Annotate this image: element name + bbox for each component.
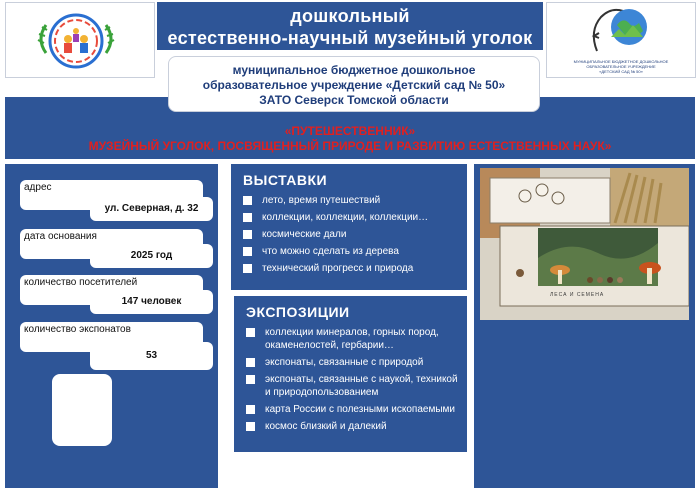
checkbox-icon	[243, 196, 252, 205]
title-line-2: естественно-научный музейный уголок	[167, 28, 533, 48]
exhibitions-panel	[231, 164, 467, 290]
exhibition-item: космические дали	[243, 228, 467, 241]
checkbox-icon	[243, 230, 252, 239]
exposition-item: экспонаты, связанные с природой	[246, 356, 459, 369]
exhibitions-heading: ВЫСТАВКИ	[243, 172, 328, 188]
title-band	[157, 2, 543, 50]
checkbox-icon	[246, 405, 255, 414]
checkbox-icon	[243, 247, 252, 256]
blank-image-frame	[52, 374, 112, 446]
checkbox-icon	[246, 358, 255, 367]
founded-value: 2025 год	[90, 244, 213, 268]
right-logo-box	[546, 2, 696, 78]
checkbox-icon	[246, 422, 255, 431]
checkbox-icon	[243, 213, 252, 222]
museum-photo	[480, 168, 689, 320]
exhibition-item: коллекции, коллекции, коллекции…	[243, 211, 467, 224]
title-line-1: дошкольный	[290, 6, 410, 26]
visitors-label: количество посетителей	[20, 275, 203, 305]
expositions-heading: ЭКСПОЗИЦИИ	[246, 304, 350, 320]
visitors-value: 147 человек	[90, 290, 213, 314]
exhibition-item: что можно сделать из дерева	[243, 245, 467, 258]
exhibits-label: количество экспонатов	[20, 322, 203, 352]
exhibition-item: технический прогресс и природа	[243, 262, 467, 275]
address-label: адрес	[20, 180, 203, 210]
photo-panel	[474, 164, 695, 488]
org-line-2: образовательное учреждение «Детский сад № 50»	[202, 78, 506, 92]
expositions-panel	[234, 296, 467, 452]
checkbox-icon	[246, 328, 255, 337]
banner-title: «ПУТЕШЕСТВЕННИК»	[284, 124, 416, 138]
right-logo-text: МУНИЦИПАЛЬНОЕ БЮДЖЕТНОЕ ДОШКОЛЬНОЕ ОБРАЗОВАТЕЛЬНОЕ УЧРЕЖДЕНИЕ «ДЕТСКИЙ САД № 50»	[573, 59, 669, 74]
checkbox-icon	[246, 375, 255, 384]
earth-head-logo-icon	[547, 3, 697, 59]
checkbox-icon	[243, 264, 252, 273]
exposition-item: экспонаты, связанные с наукой, техникой и природопользованием	[246, 373, 459, 399]
left-logo-box	[5, 2, 155, 78]
founded-label: дата основания	[20, 229, 203, 259]
exposition-item: коллекции минералов, горных пород, окаменелостей, гербарии…	[246, 326, 459, 352]
org-line-1: муниципальное бюджетное дошкольное	[232, 63, 476, 77]
info-panel	[5, 164, 218, 488]
address-value: ул. Северная, д. 32	[90, 197, 213, 221]
kindergarten-logo-icon	[6, 3, 156, 79]
exposition-item: космос близкий и далекий	[246, 420, 459, 433]
photo-caption: ЛЕСА И СЕМЕНА	[550, 292, 605, 298]
organization-box	[168, 56, 540, 112]
exposition-item: карта России с полезными ископаемыми	[246, 403, 459, 416]
exhibits-value: 53	[90, 342, 213, 370]
org-line-3: ЗАТО Северск Томской области	[259, 93, 449, 107]
exhibition-item: лето, время путешествий	[243, 194, 467, 207]
banner-subtitle: МУЗЕЙНЫЙ УГОЛОК, ПОСВЯЩЕННЫЙ ПРИРОДЕ И РАЗВИТИЮ ЕСТЕСТВЕННЫХ НАУК»	[88, 139, 612, 153]
